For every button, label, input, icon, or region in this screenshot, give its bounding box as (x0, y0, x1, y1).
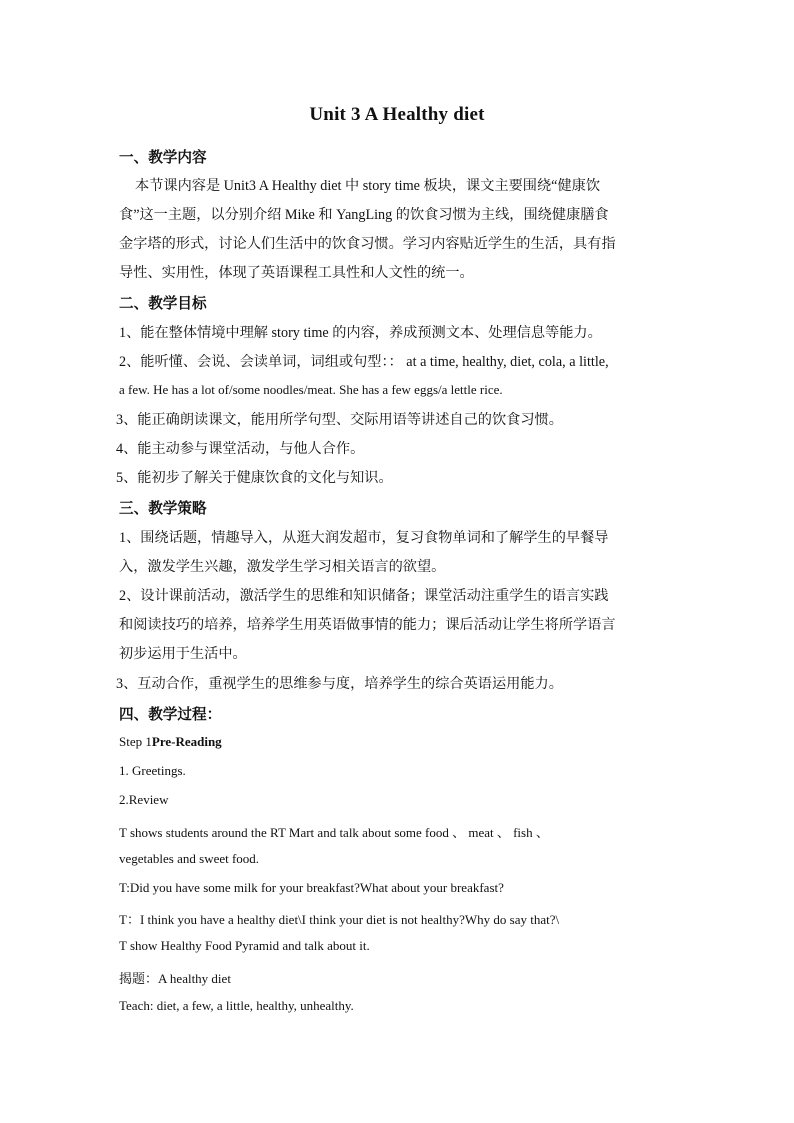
process-line: T：I think you have a healthy diet\I think your diet is not healthy?Why do say that?\ (119, 912, 560, 927)
list-item-continuation: 初步运用于生活中。 (119, 646, 247, 662)
list-item-continuation: 入，激发学生兴趣，激发学生学习相关语言的欲望。 (119, 559, 446, 575)
section-heading-process: 四、教学过程： (119, 707, 222, 723)
list-item: 1、能在整体情境中理解 story time 的内容，养成预测文本、处理信息等能力。 (119, 325, 602, 341)
section-heading-objectives: 二、教学目标 (119, 296, 207, 312)
list-item: 1、围绕话题，情趣导入，从逛大润发超市，复习食物单词和了解学生的早餐导 (119, 530, 609, 546)
process-line: 1. Greetings. (119, 763, 186, 778)
step-prefix: Step 1 (119, 734, 152, 749)
process-line: T shows students around the RT Mart and talk about some food 、 meat 、 fish 、 (119, 825, 549, 840)
process-line: Teach: diet, a few, a little, healthy, unhealthy. (119, 998, 354, 1013)
process-line: 2.Review (119, 792, 169, 807)
list-item: 2、设计课前活动，激活学生的思维和知识储备；课堂活动注重学生的语言实践 (119, 588, 609, 604)
list-item: 3、互动合作，重视学生的思维参与度，培养学生的综合英语运用能力。 (116, 676, 563, 692)
process-line: vegetables and sweet food. (119, 851, 260, 866)
paragraph-line: 食”这一主题，以分别介绍 Mike 和 YangLing 的饮食习惯为主线，围绕健康膳食 (119, 207, 609, 223)
document-title: Unit 3 A Healthy diet (309, 104, 485, 125)
list-item: 2、能听懂、会说、会读单词，词组或句型：： at a time, healthy, diet, cola, a little, (119, 354, 609, 370)
paragraph-line: 金字塔的形式，讨论人们生活中的饮食习惯。学习内容贴近学生的生活，具有指 (119, 236, 616, 252)
list-item: 4、能主动参与课堂活动，与他人合作。 (116, 441, 365, 457)
step-heading (119, 734, 222, 750)
list-item-continuation: a few. He has a lot of/some noodles/meat. She has a few eggs/a lettle rice. (119, 382, 503, 397)
process-line: T:Did you have some milk for your breakfast?What about your breakfast? (119, 880, 504, 895)
paragraph-line: 本节课内容是 Unit3 A Healthy diet 中 story time 板块，课文主要围绕“健康饮 (135, 178, 601, 194)
section-heading-strategy: 三、教学策略 (119, 501, 207, 517)
paragraph-line: 导性、实用性，体现了英语课程工具性和人文性的统一。 (119, 265, 474, 281)
section-heading-content: 一、教学内容 (119, 150, 207, 166)
step-title: Pre-Reading (151, 734, 222, 749)
process-line: 揭题：A healthy diet (119, 971, 231, 986)
list-item: 3、能正确朗读课文，能用所学句型、交际用语等讲述自己的饮食习惯。 (116, 412, 563, 428)
list-item-continuation: 和阅读技巧的培养，培养学生用英语做事情的能力；课后活动让学生将所学语言 (119, 617, 616, 633)
process-line: T show Healthy Food Pyramid and talk about it. (119, 938, 370, 953)
list-item: 5、能初步了解关于健康饮食的文化与知识。 (116, 470, 393, 486)
